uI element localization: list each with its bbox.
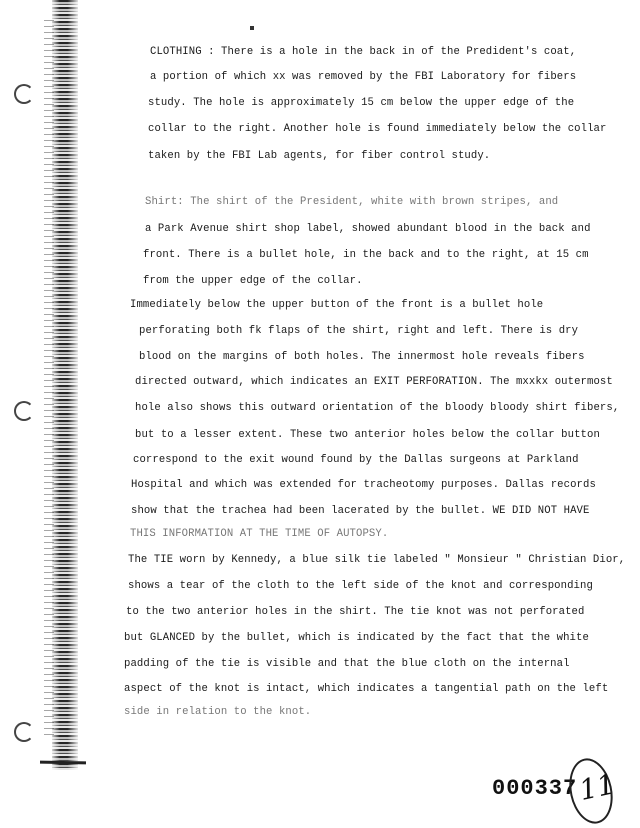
punch-hole: [14, 401, 34, 421]
text-line: correspond to the exit wound found by the Dallas surgeons at Parkland: [133, 454, 579, 466]
text-line: aspect of the knot is intact, which indicates a tangential path on the left: [124, 683, 609, 695]
text-line: from the upper edge of the collar.: [143, 275, 363, 287]
binding-smear: [52, 0, 78, 770]
handwritten-number-text: 11: [576, 767, 619, 807]
text-line: blood on the margins of both holes. The innermost hole reveals fibers: [139, 351, 585, 363]
margin-mark: [40, 761, 86, 765]
text-line: study. The hole is approximately 15 cm below the upper edge of the: [148, 97, 575, 109]
text-line: show that the trachea had been lacerated by the bullet. WE DID NOT HAVE: [131, 505, 590, 517]
text-line: but GLANCED by the bullet, which is indicated by the fact that the white: [124, 632, 589, 644]
text-line: a portion of which xx was removed by the FBI Laboratory for fibers: [150, 71, 577, 83]
text-line: front. There is a bullet hole, in the back and to the right, at 15 cm: [143, 249, 589, 261]
text-line: Shirt: The shirt of the President, white with brown stripes, and: [145, 196, 559, 208]
text-line: directed outward, which indicates an EXIT PERFORATION. The mxxkx outermost: [135, 376, 613, 388]
text-line: THIS INFORMATION AT THE TIME OF AUTOPSY.: [130, 528, 389, 540]
text-line: shows a tear of the cloth to the left side of the knot and corresponding: [128, 580, 593, 592]
text-line: hole also shows this outward orientation of the bloody bloody shirt fibers,: [135, 402, 620, 414]
binding-smear-secondary: [44, 20, 54, 740]
page-number: 000337: [492, 776, 578, 801]
text-line: but to a lesser extent. These two anterior holes below the collar button: [135, 429, 600, 441]
text-line: to the two anterior holes in the shirt. The tie knot was not perforated: [126, 606, 585, 618]
text-line: padding of the tie is visible and that the blue cloth on the internal: [124, 658, 570, 670]
text-line: perforating both fk flaps of the shirt, right and left. There is dry: [139, 325, 579, 337]
handwritten-page-number: [564, 754, 619, 827]
text-line: Immediately below the upper button of the front is a bullet hole: [130, 299, 544, 311]
text-line: CLOTHING : There is a hole in the back in of the Predident's coat,: [150, 46, 577, 58]
text-line: taken by the FBI Lab agents, for fiber control study.: [148, 150, 491, 162]
text-line: a Park Avenue shirt shop label, showed abundant blood in the back and: [145, 223, 591, 235]
punch-hole: [14, 722, 34, 742]
punch-hole: [14, 84, 34, 104]
text-line: side in relation to the knot.: [124, 706, 312, 718]
text-line: Hospital and which was extended for tracheotomy purposes. Dallas records: [131, 479, 596, 491]
text-line: The TIE worn by Kennedy, a blue silk tie labeled " Monsieur " Christian Dior,: [128, 554, 626, 566]
speck-mark: [250, 26, 254, 30]
text-line: collar to the right. Another hole is found immediately below the collar: [148, 123, 607, 135]
